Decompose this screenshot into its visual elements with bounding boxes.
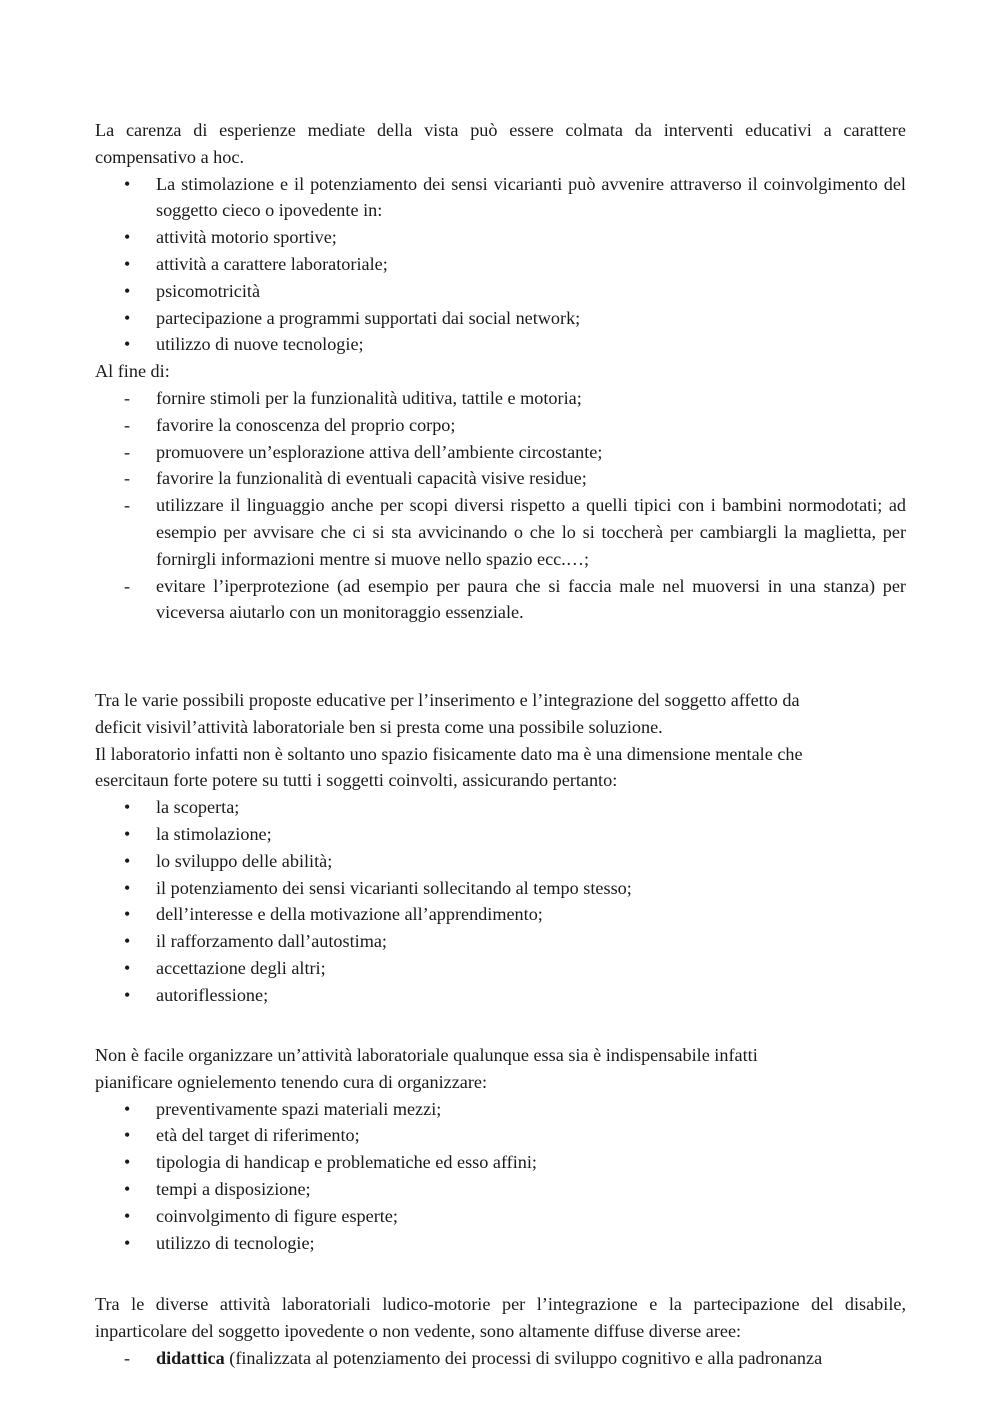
bullet-icon [124,928,130,955]
list-item: • tipologia di handicap e problematiche ed esso affini; [95,1149,906,1176]
dash-marker [124,439,130,466]
term-bold: didattica [156,1347,225,1368]
bullet-icon [124,982,130,1009]
list-item: • coinvolgimento di figure esperte; [95,1203,906,1230]
paragraph-line: pianificare ognielemento tenendo cura di organizzare: [95,1071,488,1092]
list-item: • psicomotricità [95,278,906,305]
list-item: - utilizzare il linguaggio anche per scopi diversi rispetto a quelli tipici con i bambini normodotati; ad esempio per avvisare che ci si sta avvicinando o che lo si toccherà per cambiargli la maglietta, per fornirgli informazioni mentre si muove nello spazio ecc.…; [95,492,906,572]
list-item: • la stimolazione; [95,821,906,848]
list-item: - favorire la conoscenza del proprio corpo; [95,412,906,439]
dash-list [95,1345,906,1372]
bullet-icon [124,305,130,332]
bullet-icon [124,1122,130,1149]
bullet-list [95,1096,906,1257]
bullet-icon [124,224,130,251]
list-item: • il rafforzamento dall’autostima; [95,928,906,955]
paragraph-line: deficit visivil’attività laboratoriale ben si presta come una possibile soluzione. [95,716,663,737]
bullet-icon [124,821,130,848]
paragraph-line: Non è facile organizzare un’attività laboratoriale qualunque essa sia è indispensabile infatti [95,1045,758,1065]
bullet-list [95,794,906,1008]
list-item: • accettazione degli altri; [95,955,906,982]
bullet-icon [124,171,130,198]
list-item: • tempi a disposizione; [95,1176,906,1203]
bullet-icon [124,251,130,278]
bullet-icon [124,1149,130,1176]
bullet-icon [124,955,130,982]
section-organization [95,1042,906,1256]
list-item: - fornire stimoli per la funzionalità uditiva, tattile e motoria; [95,385,906,412]
dash-marker [124,465,130,492]
list-item: • autoriflessione; [95,982,906,1009]
list-item: - promuovere un’esplorazione attiva dell’ambiente circostante; [95,439,906,466]
bullet-icon [124,278,130,305]
list-item: • La stimolazione e il potenziamento dei sensi vicarianti può avvenire attraverso il coinvolgimento del soggetto cieco o ipovedente in: [95,171,906,225]
list-item: • utilizzo di tecnologie; [95,1230,906,1257]
bullet-icon [124,875,130,902]
list-item: • utilizzo di nuove tecnologie; [95,331,906,358]
dash-marker [124,573,130,600]
dash-marker [124,492,130,519]
list-item: • attività motorio sportive; [95,224,906,251]
dash-list [95,385,906,626]
list-item: • età del target di riferimento; [95,1122,906,1149]
paragraph-line: Il laboratorio infatti non è soltanto uno spazio fisicamente dato ma è una dimensione mentale che [95,743,803,764]
list-item: - evitare l’iperprotezione (ad esempio per paura che si faccia male nel muoversi in una stanza) per viceversa aiutarlo con un monitoraggio essenziale. [95,573,906,627]
list-item: • il potenziamento dei sensi vicarianti sollecitando al tempo stesso; [95,875,906,902]
bullet-icon [124,848,130,875]
intro-paragraph: La carenza di esperienze mediate della vista può essere colmata da interventi educativi a carattere compensativo a hoc. [95,120,906,167]
bullet-list [95,171,906,359]
bullet-icon [124,901,130,928]
paragraph-line: esercitaun forte potere su tutti i soggetti coinvolti, assicurando pertanto: [95,770,618,791]
list-item: - favorire la funzionalità di eventuali capacità visive residue; [95,465,906,492]
list-item: - didattica (finalizzata al potenziamento dei processi di sviluppo cognitivo e alla padronanza [95,1345,906,1372]
bullet-icon [124,794,130,821]
list-item: • la scoperta; [95,794,906,821]
bullet-icon [124,1230,130,1257]
dash-marker [124,385,130,412]
dash-marker [124,1345,130,1372]
list-item: • preventivamente spazi materiali mezzi; [95,1096,906,1123]
section-activity-areas [95,1291,906,1371]
list-item: • dell’interesse e della motivazione all’apprendimento; [95,901,906,928]
dash-marker [124,412,130,439]
bullet-icon [124,331,130,358]
paragraph-line: Tra le varie possibili proposte educative per l’inserimento e l’integrazione del soggetto affetto da [95,690,800,710]
intro-paragraph: Tra le diverse attività laboratoriali ludico-motorie per l’integrazione e la partecipazione del disabile, inparticolare del soggetto ipovedente o non vedente, sono altamente diffuse diverse aree: [95,1294,906,1341]
list-item: • partecipazione a programmi supportati dai social network; [95,305,906,332]
bullet-icon [124,1096,130,1123]
section-laboratory [95,687,906,1009]
bullet-icon [124,1176,130,1203]
bullet-icon [124,1203,130,1230]
section-sensory-stimulation [95,117,906,626]
list-item: • lo sviluppo delle abilità; [95,848,906,875]
list-item: • attività a carattere laboratoriale; [95,251,906,278]
lead-text: Al fine di: [95,361,170,382]
